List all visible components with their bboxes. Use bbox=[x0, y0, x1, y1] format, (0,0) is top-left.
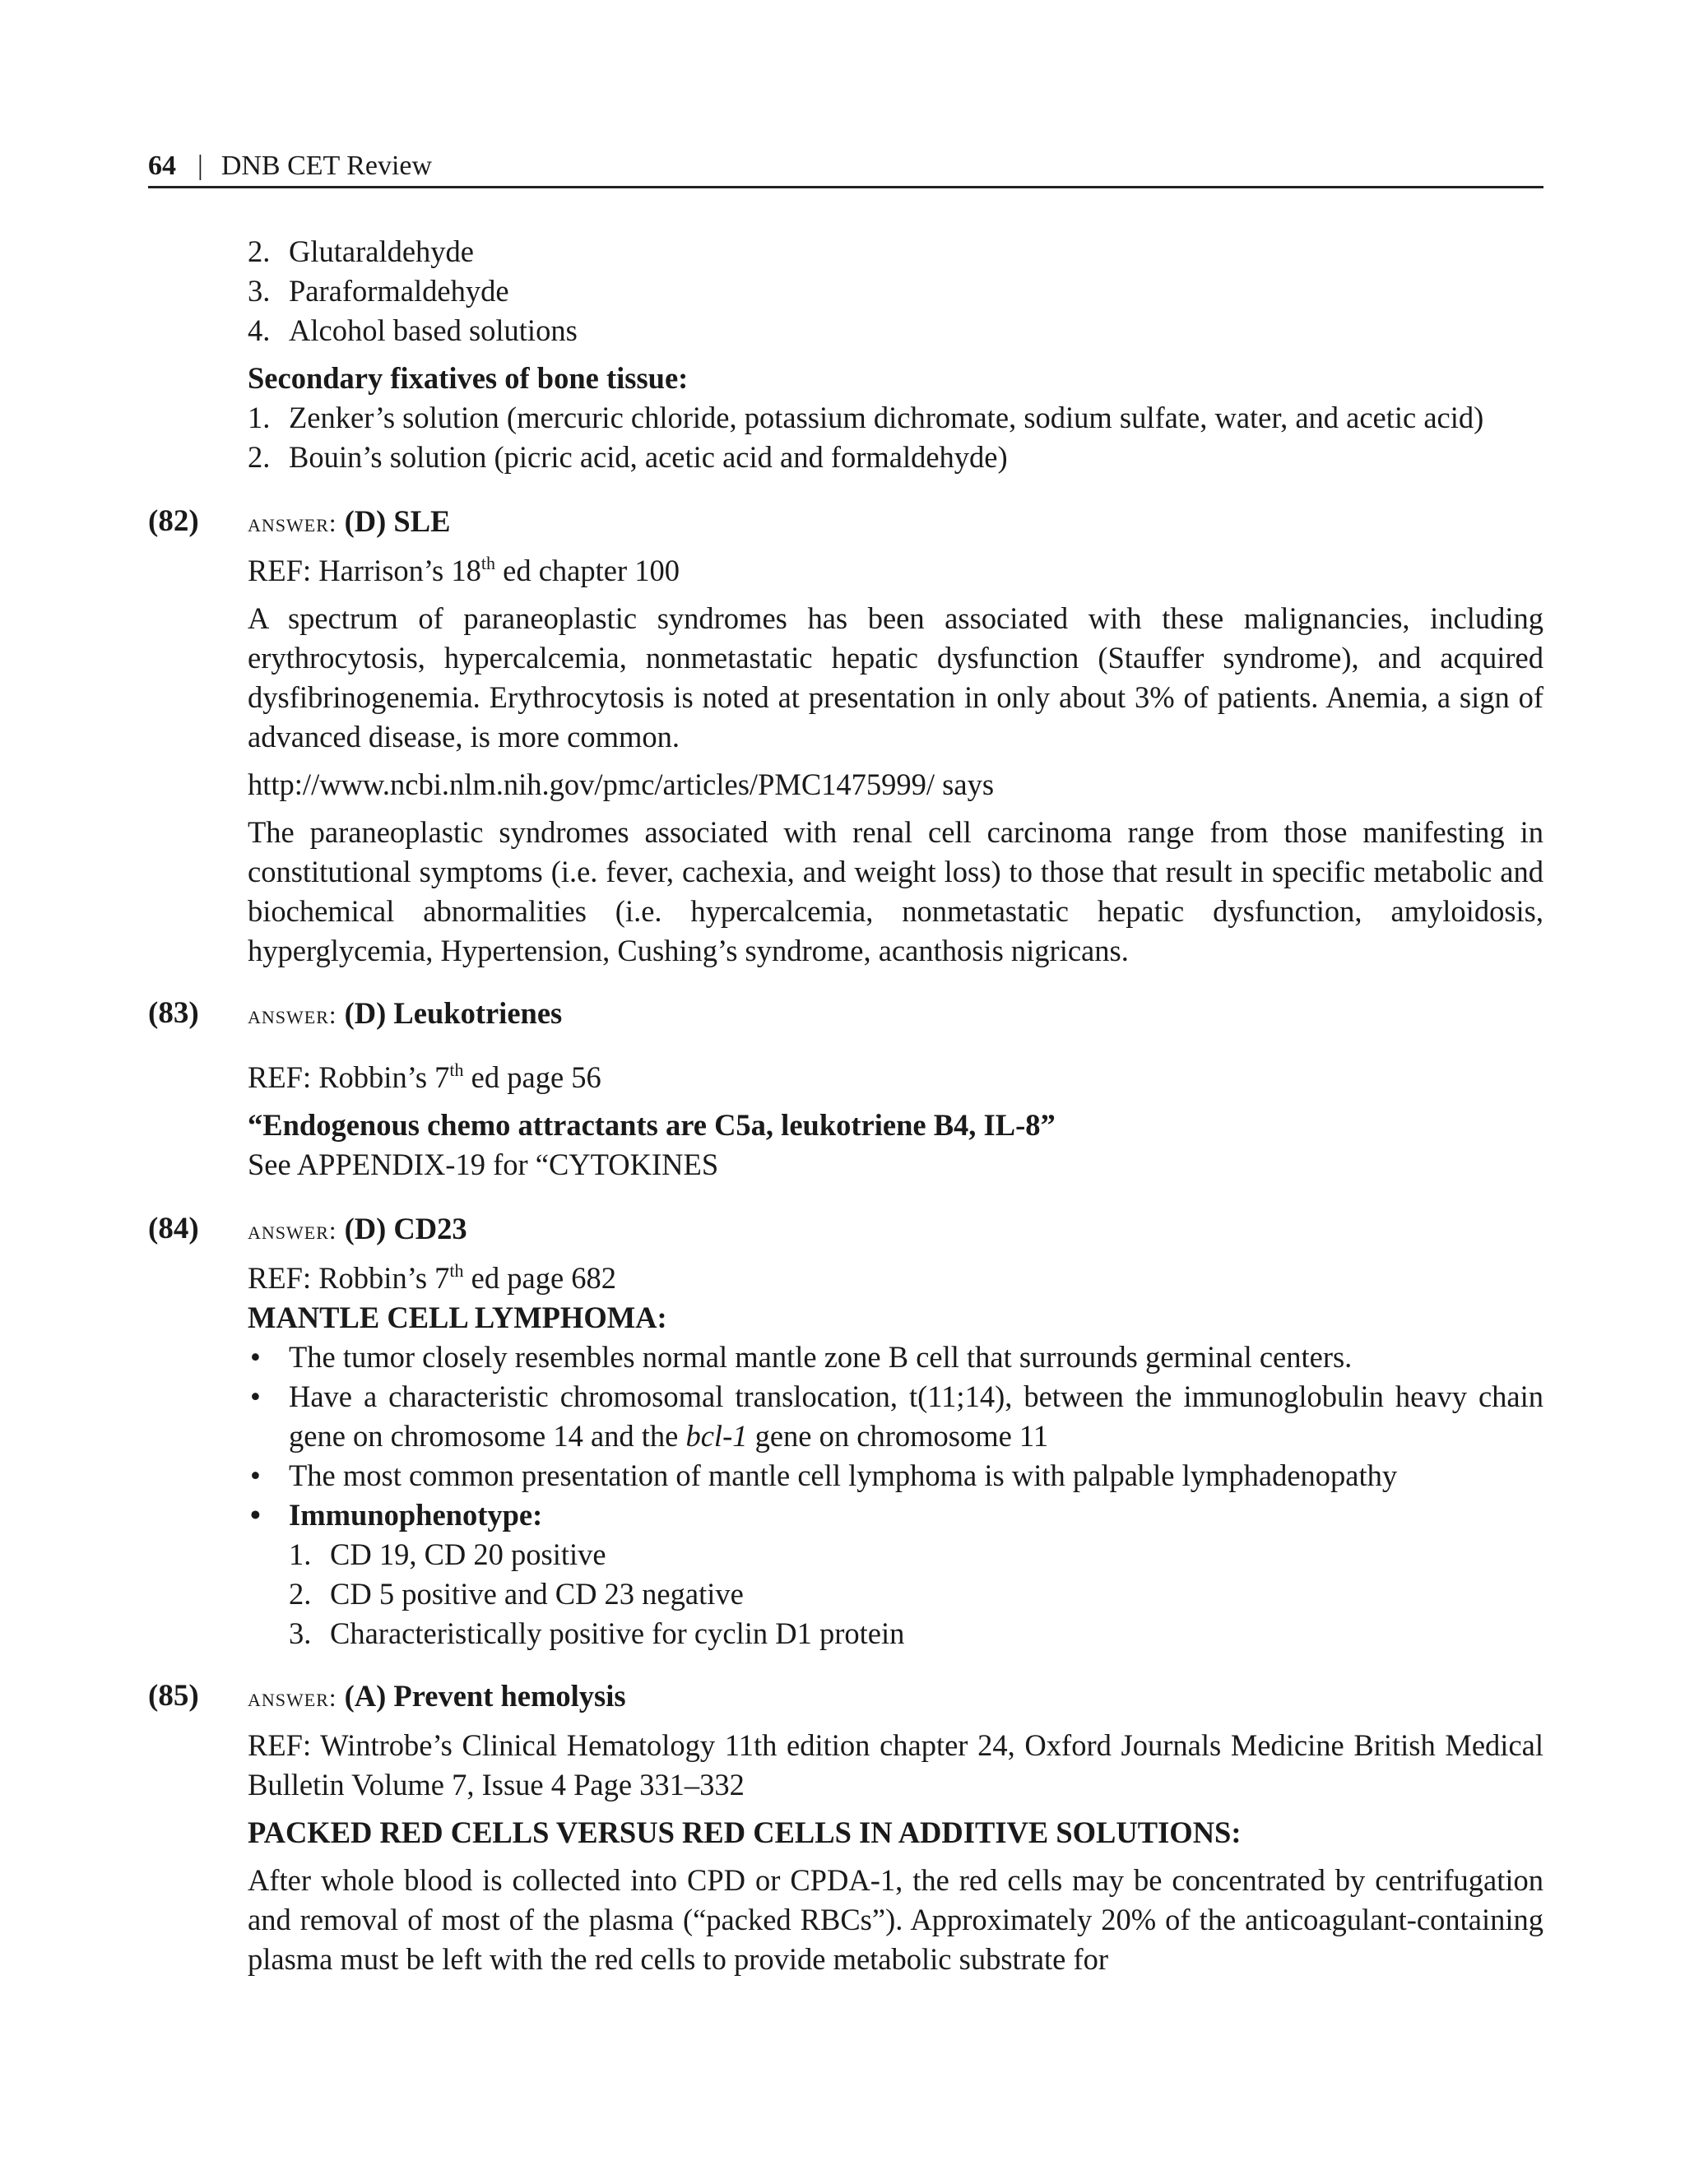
list-item: • Have a characteristic chromosomal translocation, t(11;14), between the immunoglobulin heavy chain gene on chromosome 14 and the bcl-1 gene on chromosome 11 bbox=[248, 1377, 1543, 1456]
header-separator: | bbox=[197, 151, 203, 181]
immunophenotype-list bbox=[248, 1535, 1543, 1653]
source-url-line: http://www.ncbi.nlm.nih.gov/pmc/articles/PMC1475999/ says bbox=[248, 767, 995, 801]
answer-label: answer: bbox=[248, 508, 337, 537]
secondary-fixatives-heading: Secondary fixatives of bone tissue: bbox=[248, 361, 689, 395]
previous-answer-continuation bbox=[248, 232, 1543, 477]
section-heading: MANTLE CELL LYMPHOMA: bbox=[248, 1301, 667, 1334]
page-number: 64 bbox=[148, 151, 176, 181]
page-content bbox=[148, 232, 1543, 1979]
list-item: • The tumor closely resembles normal mantle zone B cell that surrounds germinal centers. bbox=[248, 1338, 1543, 1377]
list-item: 2. CD 5 positive and CD 23 negative bbox=[289, 1577, 744, 1611]
answer-label: answer: bbox=[248, 1683, 337, 1712]
answer-heading bbox=[148, 502, 1543, 543]
answer-section-85 bbox=[148, 1676, 1543, 1979]
list-item: 3. Characteristically positive for cyclin D1 protein bbox=[289, 1616, 905, 1650]
list-item: 4. Alcohol based solutions bbox=[248, 313, 578, 347]
reference: REF: Harrison’s 18th ed chapter 100 bbox=[248, 553, 680, 587]
question-number: (83) bbox=[148, 996, 199, 1030]
question-number: (82) bbox=[148, 504, 199, 538]
answer-text: (D) SLE bbox=[344, 504, 451, 538]
answer-section-83 bbox=[148, 994, 1543, 1185]
list-item: • Immunophenotype: bbox=[248, 1495, 1543, 1535]
answer-heading bbox=[148, 1676, 1543, 1718]
answer-label: answer: bbox=[248, 1000, 337, 1029]
answer-section-82 bbox=[148, 502, 1543, 971]
question-number: (85) bbox=[148, 1679, 199, 1713]
reference: REF: Wintrobe’s Clinical Hematology 11th edition chapter 24, Oxford Journals Medicine British Medical Bulletin Volume 7, Issue 4 Page 331–332 bbox=[248, 1728, 1543, 1801]
paragraph: The paraneoplastic syndromes associated with renal cell carcinoma range from those manifesting in constitutional symptoms (i.e. fever, cachexia, and weight loss) to those that result in specific metabolic and biochemical abnormalities (i.e. hypercalcemia, nonmetastatic hepatic dysfunction, amyloidosis, hyperglycemia, Hypertension, Cushing’s syndrome, acanthosis nigricans. bbox=[248, 815, 1543, 967]
book-title: DNB CET Review bbox=[220, 151, 433, 181]
answer-section-84 bbox=[148, 1209, 1543, 1653]
list-item: 3. Paraformaldehyde bbox=[248, 274, 509, 308]
list-item: • The most common presentation of mantle cell lymphoma is with palpable lymphadenopathy bbox=[248, 1456, 1543, 1495]
list-item: 1. Zenker’s solution (mercuric chloride, potassium dichromate, sodium sulfate, water, and acetic acid) bbox=[248, 401, 1484, 434]
running-header bbox=[148, 146, 1543, 188]
list-item: 2. Bouin’s solution (picric acid, acetic acid and formaldehyde) bbox=[248, 440, 1008, 474]
paragraph: After whole blood is collected into CPD or CPDA-1, the red cells may be concentrated by centrifugation and removal of most of the plasma (“packed RBCs”). Approximately 20% of the anticoagulant-containing plasma must be left with the red cells to provide metabolic substrate for bbox=[248, 1863, 1543, 1976]
question-number: (84) bbox=[148, 1212, 199, 1245]
answer-heading bbox=[148, 1209, 1543, 1250]
quoted-statement: “Endogenous chemo attractants are C5a, leukotriene B4, IL-8” bbox=[248, 1108, 1056, 1142]
list-item: 2. Glutaraldehyde bbox=[248, 234, 474, 268]
see-also: See APPENDIX-19 for “CYTOKINES bbox=[248, 1148, 719, 1181]
answer-text: (D) Leukotrienes bbox=[344, 996, 563, 1030]
bullet-list bbox=[248, 1338, 1543, 1535]
answer-label: answer: bbox=[248, 1216, 337, 1245]
list-item: 1. CD 19, CD 20 positive bbox=[289, 1537, 606, 1571]
section-heading: PACKED RED CELLS VERSUS RED CELLS IN ADDITIVE SOLUTIONS: bbox=[248, 1815, 1242, 1849]
paragraph: A spectrum of paraneoplastic syndromes has been associated with these malignancies, including erythrocytosis, hypercalcemia, nonmetastatic hepatic dysfunction (Stauffer syndrome), and acquired dysfibrinogenemia. Erythrocytosis is noted at presentation in only about 3% of patients. Anemia, a sign of advanced disease, is more common. bbox=[248, 601, 1543, 754]
reference: REF: Robbin’s 7th ed page 56 bbox=[248, 1060, 601, 1094]
answer-text: (A) Prevent hemolysis bbox=[344, 1679, 626, 1713]
reference: REF: Robbin’s 7th ed page 682 bbox=[248, 1260, 617, 1295]
secondary-fixatives-list bbox=[248, 398, 1543, 477]
answer-text: (D) CD23 bbox=[344, 1212, 467, 1245]
answer-heading bbox=[148, 994, 1543, 1035]
fixatives-list bbox=[248, 232, 1543, 350]
